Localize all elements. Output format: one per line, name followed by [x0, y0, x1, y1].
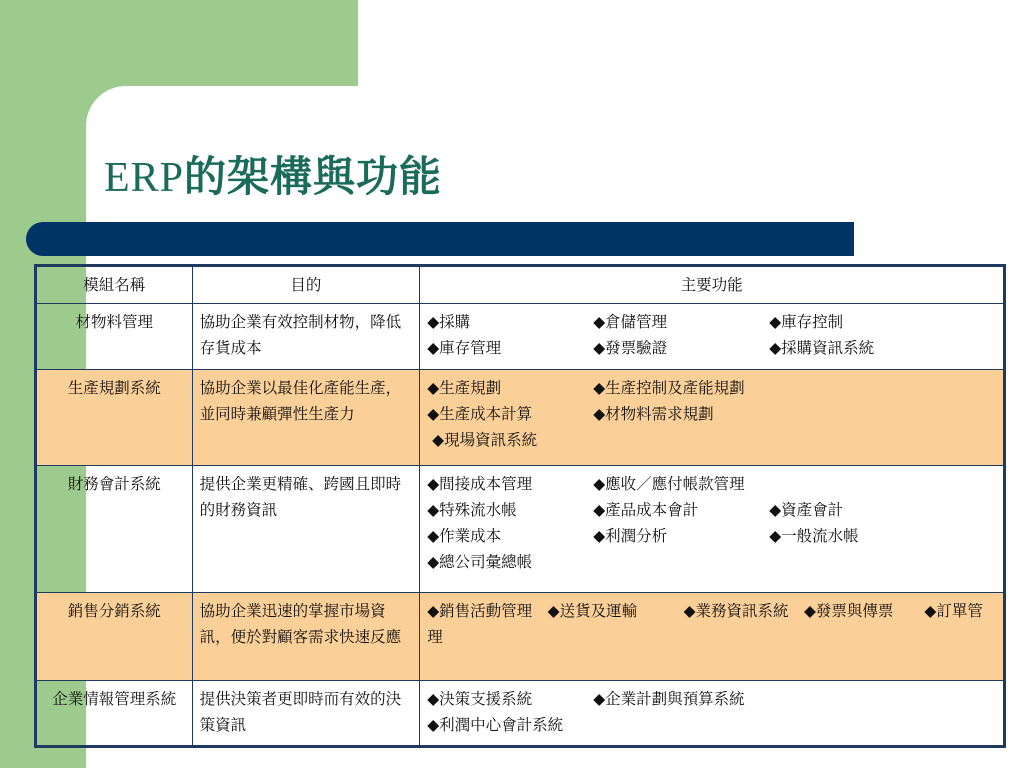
- feature-item: ◆庫存管理: [427, 339, 502, 358]
- purpose-cell: 協助企業有效控制材物，降低存貨成本: [192, 304, 420, 370]
- feature-item: ◆倉儲管理: [593, 313, 668, 332]
- module-name-cell: 生產規劃系統: [36, 370, 193, 466]
- module-name-cell: 財務會計系統: [36, 466, 193, 592]
- feature-line: [427, 375, 996, 401]
- feature-line: [427, 401, 996, 427]
- features-cell: [420, 370, 1005, 466]
- header-purpose: 目的: [192, 266, 420, 304]
- feature-line: [427, 686, 996, 712]
- feature-line: [427, 427, 996, 453]
- feature-line: [427, 523, 996, 549]
- module-name-cell: 材物料管理: [36, 304, 193, 370]
- purpose-cell: 提供企業更精確、跨國且即時的財務資訊: [192, 466, 420, 592]
- feature-line: [427, 549, 996, 575]
- feature-item: ◆生產控制及產能規劃: [593, 379, 745, 398]
- feature-item: ◆間接成本管理: [427, 475, 533, 494]
- feature-item: ◆特殊流水帳: [427, 501, 517, 520]
- purpose-cell: 協助企業以最佳化產能生產，並同時兼顧彈性生產力: [192, 370, 420, 466]
- purpose-cell: 提供決策者更即時而有效的決策資訊: [192, 680, 420, 746]
- feature-line: [427, 497, 996, 523]
- feature-item: ◆採購: [427, 313, 471, 332]
- feature-item: ◆庫存控制: [769, 313, 844, 332]
- feature-item: ◆應收／應付帳款管理: [593, 475, 745, 494]
- feature-item: ◆生產規劃: [427, 379, 502, 398]
- feature-line: [427, 309, 996, 335]
- table-header-row: [36, 266, 1005, 304]
- feature-item: ◆企業計劃與預算系統: [593, 689, 745, 708]
- erp-modules-table: [34, 264, 1006, 748]
- features-cell: [420, 304, 1005, 370]
- table-row: [36, 370, 1005, 466]
- feature-line: [427, 712, 996, 738]
- table-row: [36, 680, 1005, 746]
- slide-title-cjk: 的架構與功能: [184, 152, 443, 201]
- feature-item: ◆生產成本計算: [427, 405, 533, 424]
- slide-title-latin: ERP: [104, 155, 185, 201]
- feature-item: ◆決策支援系統: [427, 689, 533, 708]
- feature-item: ◆資產會計: [769, 501, 844, 520]
- feature-item: ◆現場資訊系統: [427, 431, 538, 450]
- feature-item: ◆總公司彙總帳: [427, 553, 533, 572]
- feature-item: ◆發票驗證: [593, 339, 668, 358]
- features-cell: ◆銷售活動管理 ◆送貨及運輸 ◆業務資訊系統 ◆發票與傳票 ◆訂單管理: [420, 592, 1005, 680]
- features-cell: [420, 680, 1005, 746]
- table-row: [36, 304, 1005, 370]
- feature-line: [427, 335, 996, 361]
- table-row: [36, 592, 1005, 680]
- header-module-name: 模組名稱: [36, 266, 193, 304]
- feature-item: ◆作業成本: [427, 527, 502, 546]
- module-name-cell: 企業情報管理系統: [36, 680, 193, 746]
- feature-item: ◆產品成本會計: [593, 501, 699, 520]
- table-row: [36, 466, 1005, 592]
- feature-item: ◆採購資訊系統: [769, 339, 875, 358]
- slide-title: [104, 144, 442, 204]
- feature-line: [427, 471, 996, 497]
- title-underline-bar: [26, 222, 854, 256]
- features-cell: [420, 466, 1005, 592]
- header-main-functions: 主要功能: [420, 266, 1005, 304]
- feature-item: ◆材物料需求規劃: [593, 405, 714, 424]
- feature-item: ◆利潤中心會計系統: [427, 715, 564, 734]
- feature-item: ◆利潤分析: [593, 527, 668, 546]
- feature-item: ◆一般流水帳: [769, 527, 859, 546]
- purpose-cell: 協助企業迅速的掌握市場資訊，便於對顧客需求快速反應: [192, 592, 420, 680]
- module-name-cell: 銷售分銷系統: [36, 592, 193, 680]
- decorative-white-top: [358, 0, 1024, 86]
